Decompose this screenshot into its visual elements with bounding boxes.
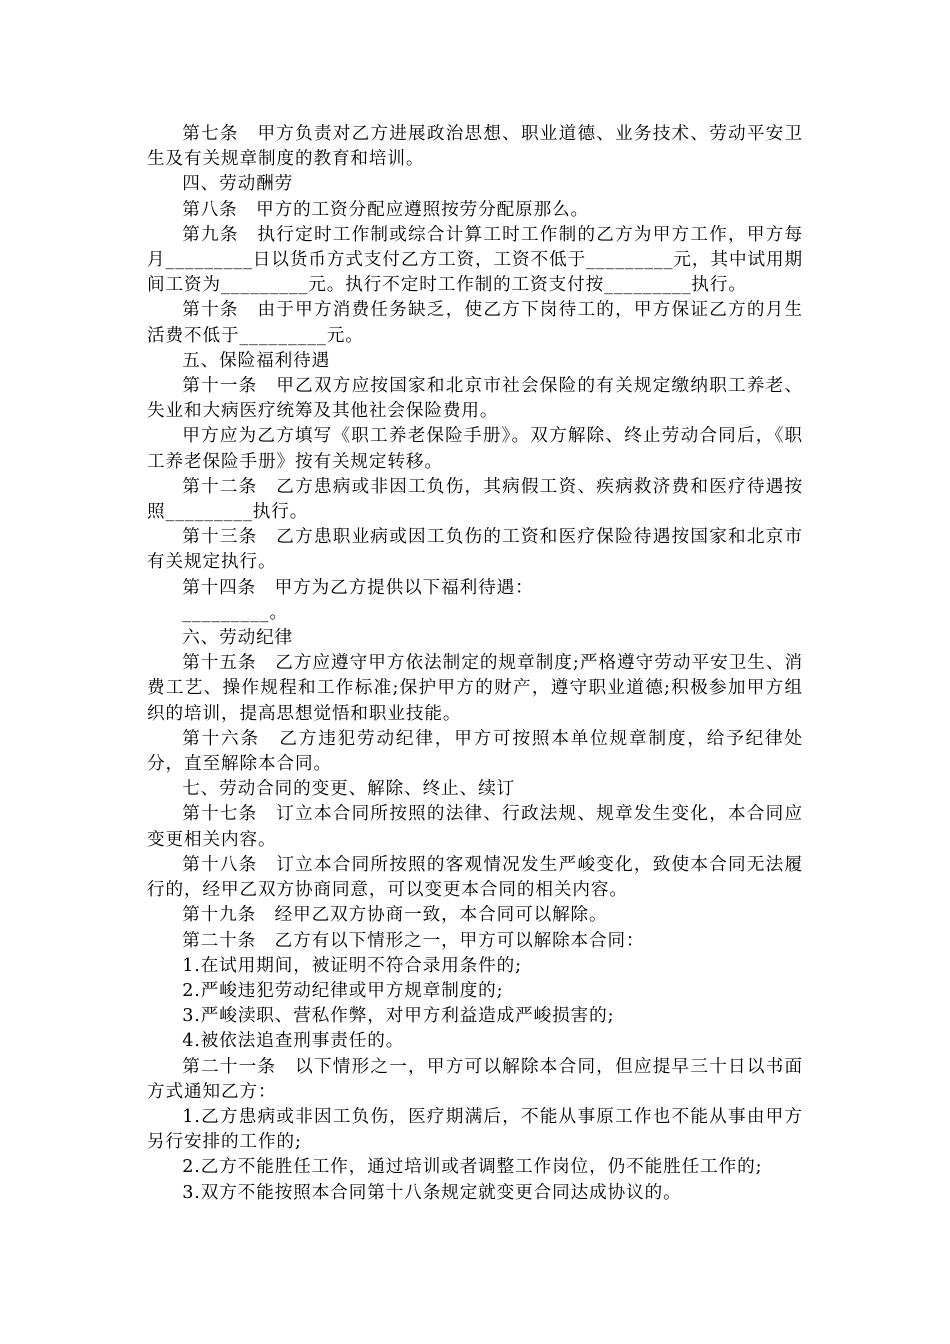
article-20-item-2: 2.严峻违犯劳动纪律或甲方规章制度的;	[182, 980, 504, 1001]
article-21-item-1: 1.乙方患病或非因工负伤，医疗期满后，不能从事原工作也不能从事由甲方另行安排的工作的;	[147, 1106, 803, 1153]
section-heading-remuneration: 四、劳动酬劳	[182, 174, 294, 195]
article-20-item-1: 1.在试用期间，被证明不符合录用条件的;	[182, 955, 522, 976]
article-11-supplement: 甲方应为乙方填写《职工养老保险手册》。双方解除、终止劳动合同后，《职工养老保险手册》按有关规定转移。	[147, 426, 803, 472]
article-21-item-2: 2.乙方不能胜任工作，通过培训或者调整工作岗位，仍不能胜任工作的;	[182, 1157, 763, 1178]
article-18: 第十八条 订立本合同所按照的客观情况发生严峻变化，致使本合同无法履行的，经甲乙双方协商同意，可以变更本合同的相关内容。	[147, 854, 803, 901]
article-7: 第七条 甲方负责对乙方进展政治思想、职业道德、业务技术、劳动平安卫生及有关规章制度的教育和培训。	[147, 124, 803, 170]
article-20: 第二十条 乙方有以下情形之一，甲方可以解除本合同：	[182, 930, 645, 951]
article-9: 第九条 执行定时工作制或综合计算工时工作制的乙方为甲方工作，甲方每月_________日以货币方式支付乙方工资，工资不低于_________元，其中试用期间工资为_________元。执行不定时工作制的工资支付按_________执行。	[147, 224, 803, 296]
article-12: 第十二条 乙方患病或非因工负伤，其病假工资、疾病救济费和医疗待遇按照_________执行。	[147, 476, 803, 523]
section-heading-labor-discipline: 六、劳动纪律	[182, 628, 294, 649]
article-11: 第十一条 甲乙双方应按国家和北京市社会保险的有关规定缴纳职工养老、失业和大病医疗统筹及其他社会保险费用。	[147, 376, 803, 422]
article-15: 第十五条 乙方应遵守甲方依法制定的规章制度;严格遵守劳动平安卫生、消费工艺、操作规程和工作标准;保护甲方的财产，遵守职业道德;积极参加甲方组织的培训，提高思想觉悟和职业技能。	[147, 653, 803, 724]
document-body	[147, 122, 803, 1206]
article-8: 第八条 甲方的工资分配应遵照按劳分配原那么。	[182, 199, 590, 220]
article-13: 第十三条 乙方患职业病或因工负伤的工资和医疗保险待遇按国家和北京市有关规定执行。	[147, 527, 803, 573]
article-19: 第十九条 经甲乙双方协商一致，本合同可以解除。	[182, 905, 608, 926]
article-14: 第十四条 甲方为乙方提供以下福利待遇：	[182, 577, 534, 598]
article-21: 第二十一条 以下情形之一，甲方可以解除本合同，但应提早三十日以书面方式通知乙方：	[147, 1056, 803, 1102]
article-17: 第十七条 订立本合同所按照的法律、行政法规、规章发生变化，本合同应变更相关内容。	[147, 804, 803, 850]
article-10: 第十条 由于甲方消费任务缺乏，使乙方下岗待工的，甲方保证乙方的月生活费不低于_________元。	[147, 300, 803, 346]
article-21-item-3: 3.双方不能按照本合同第十八条规定就变更合同达成协议的。	[182, 1182, 682, 1203]
article-16: 第十六条 乙方违犯劳动纪律，甲方可按照本单位规章制度，给予纪律处分，直至解除本合同。	[147, 728, 803, 775]
article-14-blank: _________。	[182, 602, 288, 623]
article-20-item-3: 3.严峻渎职、营私作弊，对甲方利益造成严峻损害的;	[182, 1006, 615, 1027]
section-heading-contract-changes: 七、劳动合同的变更、解除、终止、续订	[182, 779, 516, 800]
article-20-item-4: 4.被依法追查刑事责任的。	[182, 1031, 405, 1052]
section-heading-insurance-welfare: 五、保险福利待遇	[182, 350, 331, 371]
